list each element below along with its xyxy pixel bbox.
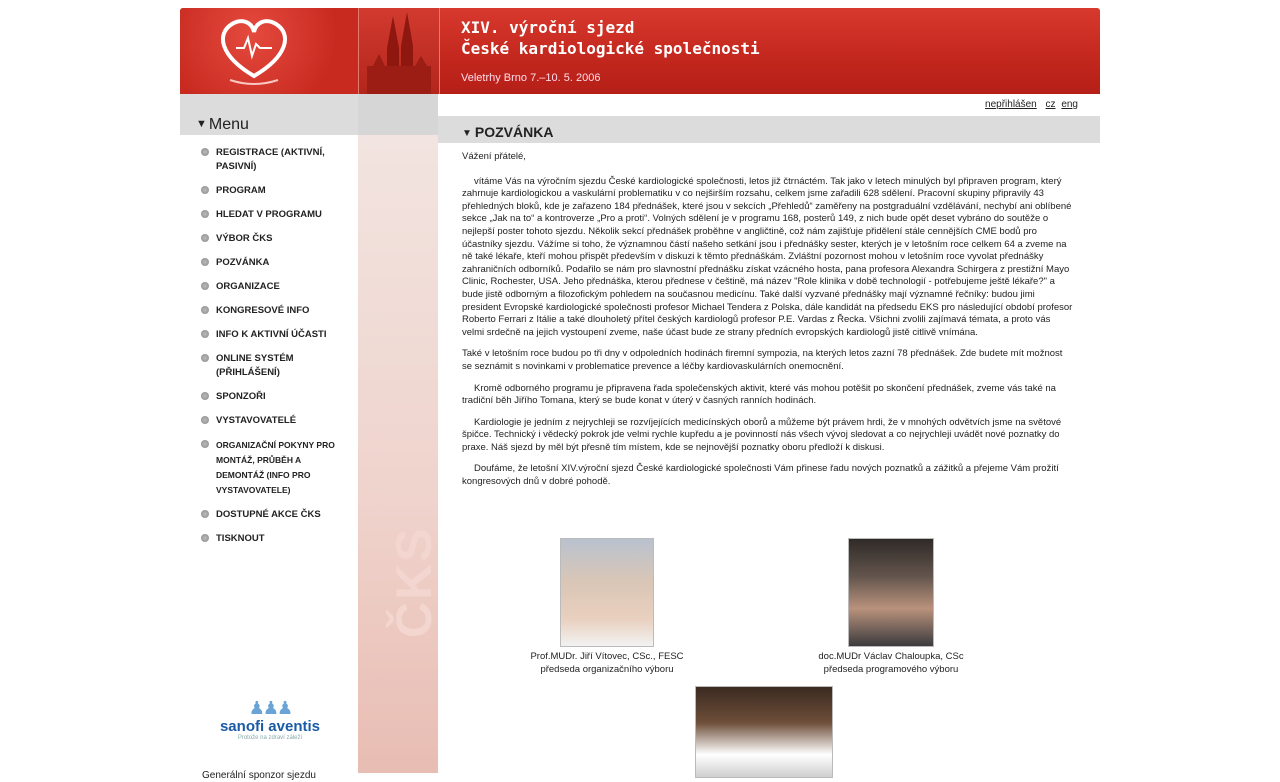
bullet-icon (201, 234, 209, 242)
sponsor-logo[interactable] (206, 698, 334, 741)
sidebar-item-vystavovatele[interactable] (200, 414, 350, 428)
person-card-third (694, 686, 834, 782)
sidebar-item-dostupne-akce[interactable] (200, 508, 350, 522)
sidebar-item-label: DOSTUPNÉ AKCE ČKS (216, 509, 321, 520)
sidebar-item-label: INFO K AKTIVNÍ ÚČASTI (216, 329, 327, 340)
sidebar-item-hledat[interactable] (200, 208, 350, 222)
header-title-line1: XIV. výroční sjezd (461, 18, 635, 37)
greeting: Vážení přátelé, (462, 151, 526, 162)
paragraph: vítáme Vás na výročním sjezdu České kardiologické společnosti, letos již čtrnáctém. Tak jako v letech minulých byl připraven program, který zahrnuje kardiologickou a vaskulární problematiku v co nejširším rozsahu, celkem jsme zařadili 628 sdělení. Pracovní skupiny připravily 43 přehledných bloků, kde je zařazeno 184 přednášek, které jsou v sekcích „Přehledů“ zaměřeny na postgraduální vzdělávání, nechybí ani oblíbené sekce „Jak na to“ a kontroverze „Pro a proti“. Volných sdělení je v programu 168, posterů 149, z nich bude opět deset vybráno do soutěže o nejlepší poster tohoto sjezdu. Několik sekcí přednášek proběhne v angličtině, což nám zajišťuje přidělení stále cennějších CME bodů pro účastníky sjezdu. Vážíme si toho, že významnou částí našeho setkání jsou i přednášky sester, kterých je v letošním roce celkem 64 a zveme na ně také lékaře, kteří mohou přispět především v diskuzi k těmto přednáškám. Zvláštní pozornost mohou v letošním roce vyvolat přednášky zahraničních odborníků. Podařilo se nám pro slavnostní přednášku získat vzácného hosta, pana profesora Alexandra Schirgera z prestižní Mayo Clinic, Rochester, USA. Jeho přednáška, kterou přednese v češtině, má název "Role klinika v době technologií - potřebujeme ještě lékaře?" a bude jistě odborným a filozofickým pohledem na současnou medicínu. Také další vyzvané přednášky mají významné řečníky: budou jimi president Evropské kardiologické společnosti profesor Michael Tendera z Polska, dále kandidát na předsedu EKS pro následující období profesor Roberto Ferrari z Itálie a také dlouholetý přítel českých kardiologů profesor P.E. Vardas z Řecka. Všichni zvolili zajímavá témata, a proto vás velmi srdečně na jejich vystoupení zveme, naše účast bude ze strany předních evropských kardiologů jistě citlivě vnímána. (462, 175, 1073, 338)
sidebar-item-tisknout[interactable] (200, 532, 350, 546)
person-photo (848, 538, 934, 647)
person-card-vitovec (502, 538, 712, 676)
sidebar-item-registrace[interactable] (200, 146, 350, 174)
bullet-icon (201, 416, 209, 424)
sidebar-item-vybor[interactable] (200, 232, 350, 246)
header-title (461, 17, 760, 59)
header-subtitle: Veletrhy Brno 7.–10. 5. 2006 (461, 72, 601, 84)
sidebar-item-label: REGISTRACE (AKTIVNÍ, PASIVNÍ) (216, 147, 325, 172)
header-title-line2: České kardiologické společnosti (461, 39, 760, 58)
sidebar-item-program[interactable] (200, 184, 350, 198)
person-name: Prof.MUDr. Jiří Vítovec, CSc., FESC (530, 651, 684, 662)
menu-title (196, 116, 249, 134)
lang-en-link[interactable]: eng (1061, 99, 1078, 110)
sidebar-item-label: ORGANIZAČNÍ POKYNY PRO MONTÁŽ, PRŮBĚH A DEMONTÁŽ (INFO PRO VYSTAVOVATELE) (216, 440, 335, 495)
person-card-chaloupka (786, 538, 996, 676)
sidebar-menu (200, 146, 350, 556)
page-title (462, 124, 553, 140)
sponsor-name: sanofi aventis (219, 718, 321, 735)
person-photo (695, 686, 833, 778)
bullet-icon (201, 330, 209, 338)
sidebar-item-label: POZVÁNKA (216, 257, 270, 268)
paragraph: Doufáme, že letošní XIV.výroční sjezd České kardiologické společnosti Vám přinese řadu nových poznatků a zážitků a přejeme Vám prožití kongresových dnů v dobré pohodě. (462, 463, 1059, 488)
bullet-icon (201, 282, 209, 290)
sidebar-item-online-system[interactable] (200, 352, 350, 380)
sidebar-item-label: SPONZOŘI (216, 391, 266, 402)
person-role: předseda organizačního výboru (540, 663, 674, 675)
sponsor-tagline: Protože na zdraví záleží (237, 735, 303, 741)
bullet-icon (201, 510, 209, 518)
heart-logo-icon (180, 8, 358, 94)
menu-title-text: Menu (208, 116, 249, 133)
sidebar-item-info-aktivni[interactable] (200, 328, 350, 342)
paragraph: Kromě odborného programu je připravena řada společenských aktivit, které vás mohou potěšit po skončení přednášek, zveme vás také na tradiční běh Jiřího Tomana, který se bude konat v úterý v časných ranních hodinách. (462, 382, 1056, 407)
paragraph: Také v letošním roce budou po tři dny v odpoledních hodinách firemní sympozia, na kterých letos zazní 78 přednášek. Zde budete mít možnost se seznámit s novinkami v problematice prevence a léčby kardiovaskulárních onemocnění. (462, 348, 1063, 372)
paragraph: Kardiologie je jedním z nejrychleji se rozvíjejících medicínských oborů a můžeme být právem hrdi, že v mnohých odvětvích jsme na světové špičce. Technický i vědecký pokrok jde velmi rychle kupředu a je povinností nás všech vývoj sledovat a co nejrychleji uvádět nové poznatky do praxe. Náš sjezd by měl být přesně tím místem, kde se nejnovější poznatky oboru předloží k diskusi. (462, 416, 1062, 453)
main-content (438, 94, 1100, 773)
person-name: doc.MUDr Václav Chaloupka, CSc (818, 651, 964, 662)
heart-logo[interactable] (180, 8, 358, 94)
sponsor-caption: Generální sponzor sjezdu (202, 770, 316, 781)
cks-watermark: ČKS (386, 526, 442, 638)
bullet-icon (201, 210, 209, 218)
menu-header-bar (180, 94, 358, 135)
sidebar-item-sponzori[interactable] (200, 390, 350, 404)
bullet-icon (201, 306, 209, 314)
person-photo (560, 538, 654, 647)
bullet-icon (201, 148, 209, 156)
sidebar-item-label: TISKNOUT (216, 533, 265, 544)
sidebar-item-label: ONLINE SYSTÉM (PŘIHLÁŠENÍ) (216, 353, 294, 378)
decorative-stripe (358, 94, 438, 773)
person-role: předseda programového výboru (823, 663, 959, 675)
sponsor-figures-icon: ♟♟♟ (248, 698, 292, 718)
bullet-icon (201, 354, 209, 362)
bullet-icon (201, 534, 209, 542)
double-chevron-down-icon: ▼ (196, 118, 207, 130)
page (180, 8, 1100, 781)
sidebar-item-label: VYSTAVOVATELÉ (216, 415, 297, 426)
cathedral-image (358, 8, 440, 94)
page-title-text: POZVÁNKA (474, 124, 554, 140)
sidebar-item-label: HLEDAT V PROGRAMU (216, 209, 322, 220)
sidebar-item-label: VÝBOR ČKS (216, 233, 273, 244)
bullet-icon (201, 258, 209, 266)
title-bar (438, 116, 1100, 143)
lang-cz-link[interactable]: cz (1045, 99, 1056, 110)
sidebar-item-label: PROGRAM (216, 185, 266, 196)
sidebar-item-label: KONGRESOVÉ INFO (216, 305, 310, 316)
bullet-icon (201, 440, 209, 448)
sidebar-item-organizacni-pokyny[interactable] (200, 438, 350, 498)
invitation-text (462, 151, 1074, 498)
sidebar-item-kongresove-info[interactable] (200, 304, 350, 318)
login-status-link[interactable]: nepřihlášen (985, 99, 1037, 110)
site-header (180, 8, 1100, 94)
lang-links (979, 99, 1078, 110)
top-links-bar (438, 94, 1100, 116)
cathedral-icon (359, 8, 439, 94)
bullet-icon (201, 186, 209, 194)
sidebar-item-pozvanka[interactable] (200, 256, 350, 270)
sidebar-item-organizace[interactable] (200, 280, 350, 294)
sidebar-item-label: ORGANIZACE (216, 281, 280, 292)
bullet-icon (201, 392, 209, 400)
double-chevron-down-icon: ▼ (462, 128, 472, 139)
